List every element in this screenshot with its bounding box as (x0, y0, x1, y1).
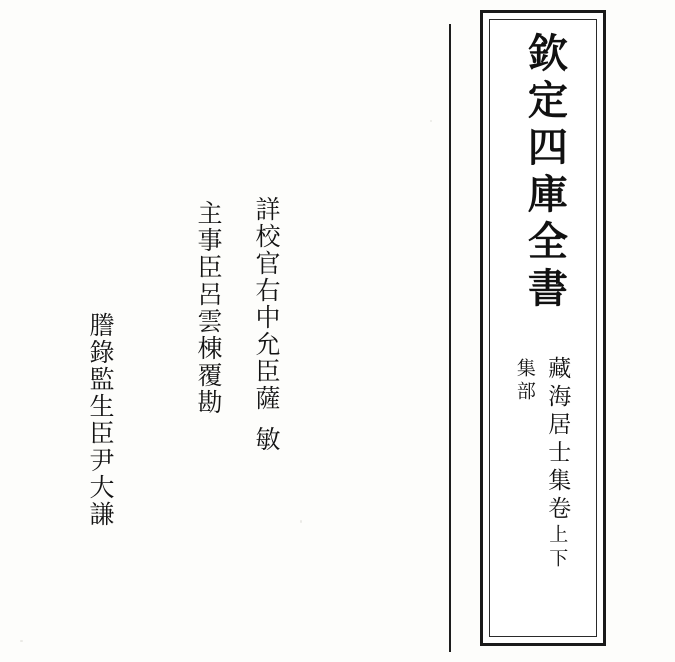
paper-speckle (300, 520, 302, 523)
signature-transcription-student: 謄錄監生臣尹大謙 (86, 312, 115, 528)
main-title: 欽定四庫全書 (521, 32, 569, 314)
signature-given-name: 敏 (252, 426, 281, 453)
volume-label: 卷 (544, 496, 571, 524)
vertical-rule (449, 24, 451, 652)
volume-part: 上下 (546, 524, 569, 572)
signature-collation-officer (248, 196, 284, 453)
paper-speckle (20, 640, 23, 642)
work-title-column (544, 356, 569, 572)
section-label: 集部 (513, 358, 536, 404)
signature-director-recheck: 主事臣呂雲棟覆勘 (194, 200, 223, 416)
signature-prefix: 詳校官右中允臣薩 (252, 196, 281, 412)
work-title: 藏海居士集 (544, 356, 571, 496)
paper-speckle (430, 120, 432, 122)
title-cartouche (480, 10, 608, 650)
